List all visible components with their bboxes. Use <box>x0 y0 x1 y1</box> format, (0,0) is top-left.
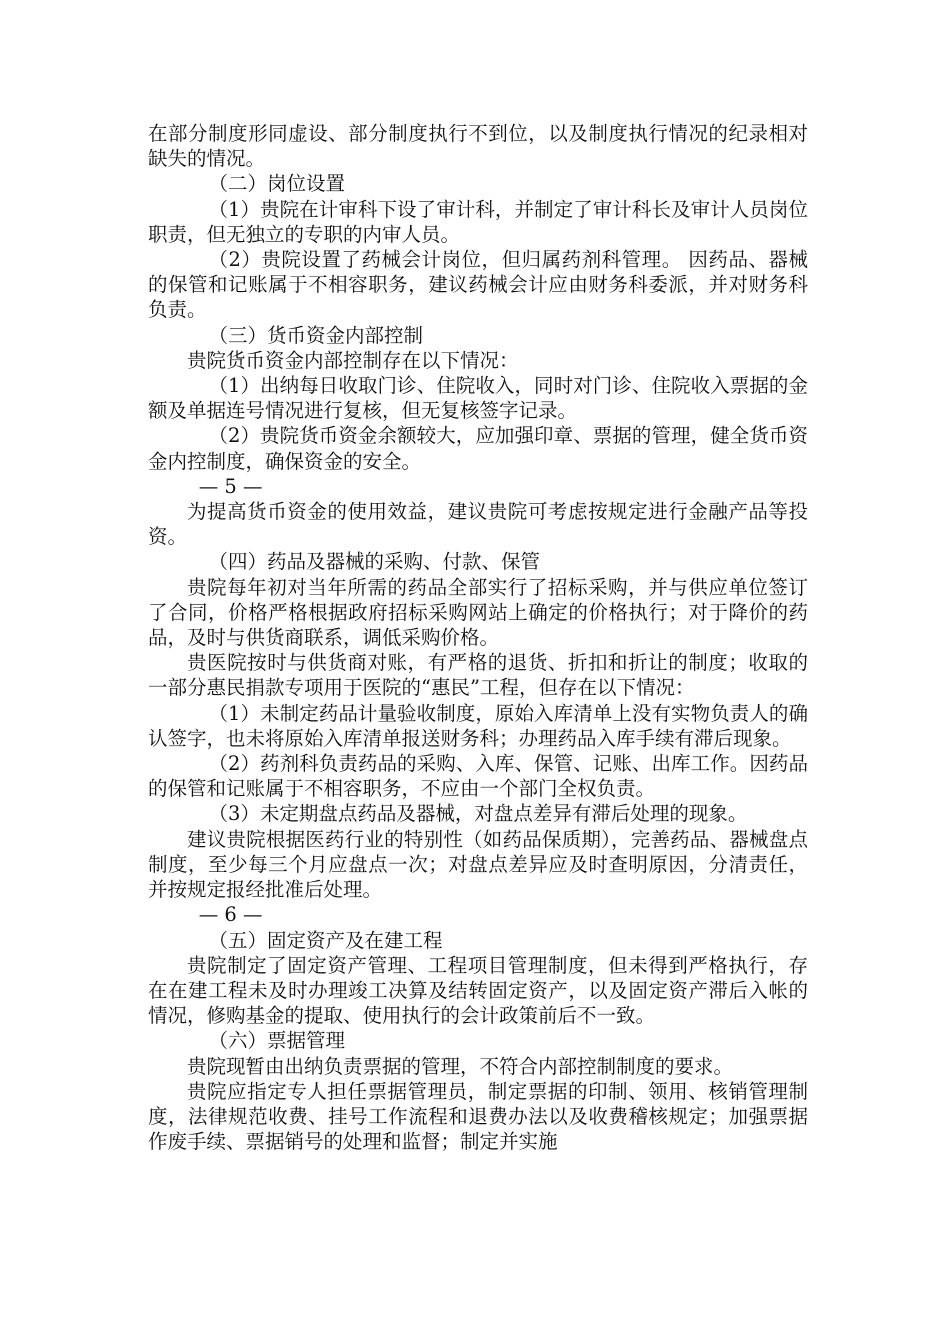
section-heading: （二）岗位设置 <box>208 172 345 196</box>
paragraph: 贵院每年初对当年所需的药品全部实行了招标采购，并与供应单位签订了合同，价格严格根据政府招标采购网站上确定的价格执行；对于降价的药品，及时与供货商联系，调低采购价格。 <box>148 575 808 650</box>
numbered-item: （2）贵院货币资金余额较大，应加强印章、票据的管理，健全货币资金内控制度，确保资金的安全。 <box>148 424 808 473</box>
paragraph: 贵院应指定专人担任票据管理员，制定票据的印制、领用、核销管理制度，法律规范收费、挂号工作流程和退费办法以及收费稽核规定；加强票据作废手续、票据销号的处理和监督；制定并实施 <box>148 1079 808 1154</box>
section-heading: （六）票据管理 <box>208 1029 345 1053</box>
numbered-item: （1）未制定药品计量验收制度，原始入库清单上没有实物负责人的确认签字，也未将原始入库清单报送财务科；办理药品入库手续有滞后现象。 <box>148 701 808 750</box>
section-heading: （三）货币资金内部控制 <box>208 323 423 347</box>
paragraph: 贵院货币资金内部控制存在以下情况： <box>187 348 519 372</box>
page-number: — 6 — <box>198 903 263 927</box>
numbered-item: （3）未定期盘点药品及器械，对盘点差异有滞后处理的现象。 <box>208 802 748 826</box>
paragraph-continuation: 在部分制度形同虚设、部分制度执行不到位，以及制度执行情况的纪录相对缺失的情况。 <box>148 122 808 171</box>
section-heading: （四）药品及器械的采购、付款、保管 <box>208 550 540 574</box>
page-number: — 5 — <box>198 474 263 498</box>
numbered-item: （1）贵院在计审科下设了审计科，并制定了审计科长及审计人员岗位职责，但无独立的专职的内审人员。 <box>148 197 808 246</box>
numbered-item: （2）药剂科负责药品的采购、入库、保管、记账、出库工作。因药品的保管和记账属于不相容职务，不应由一个部门全权负责。 <box>148 752 808 801</box>
paragraph: 建议贵院根据医药行业的特别性（如药品保质期），完善药品、器械盘点制度，至少每三个月应盘点一次；对盘点差异应及时查明原因，分清责任，并按规定报经批准后处理。 <box>148 827 808 902</box>
paragraph: 贵医院按时与供货商对账，有严格的退货、折扣和折让的制度；收取的一部分惠民捐款专项用于医院的“惠民”工程，但存在以下情况： <box>148 651 808 700</box>
numbered-item: （2）贵院设置了药械会计岗位，但归属药剂科管理。 因药品、器械的保管和记账属于不相容职务，建议药械会计应由财务科委派，并对财务科负责。 <box>148 248 808 322</box>
paragraph: 贵院制定了固定资产管理、工程项目管理制度，但未得到严格执行，存在在建工程未及时办理竣工决算及结转固定资产，以及固定资产滞后入帐的情况，修购基金的提取、使用执行的会计政策前后不一致。 <box>148 953 808 1028</box>
section-heading: （五）固定资产及在建工程 <box>208 928 443 952</box>
paragraph: 贵院现暂由出纳负责票据的管理，不符合内部控制制度的要求。 <box>187 1054 734 1078</box>
numbered-item: （1）出纳每日收取门诊、住院收入，同时对门诊、住院收入票据的金额及单据连号情况进行复核，但无复核签字记录。 <box>148 374 808 423</box>
paragraph: 为提高货币资金的使用效益，建议贵院可考虑按规定进行金融产品等投资。 <box>148 500 808 549</box>
document-body <box>148 121 808 1154</box>
